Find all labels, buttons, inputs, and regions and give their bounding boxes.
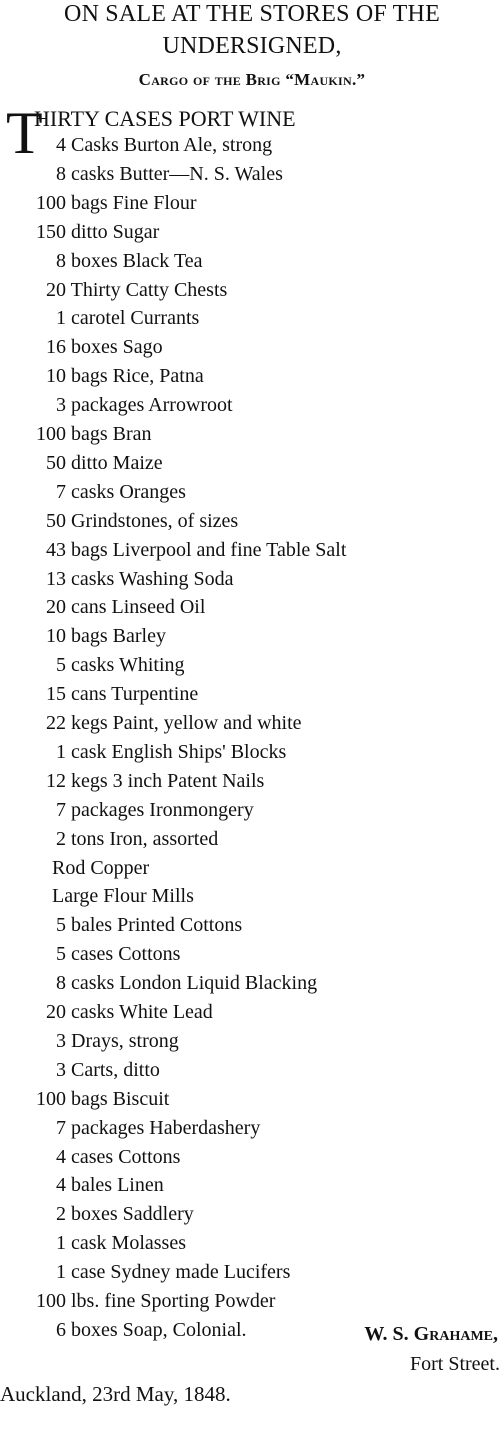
- list-item: 3 packages Arrowroot: [56, 394, 233, 417]
- list-item: 15 cans Turpentine: [46, 683, 199, 706]
- cargo-subheading: Cargo of the Brig “Maukin.”: [138, 70, 366, 89]
- list-item: 2 tons Iron, assorted: [56, 827, 219, 850]
- list-item: 3 Drays, strong: [56, 1029, 179, 1052]
- list-item: 5 bales Printed Cottons: [56, 914, 243, 937]
- list-item: 50 ditto Maize: [46, 451, 163, 474]
- list-item: 4 cases Cottons: [56, 1145, 181, 1168]
- lead-item: HIRTY CASES PORT WINE: [34, 106, 296, 131]
- list-item: 100 bags Biscuit: [36, 1087, 170, 1110]
- list-item: 1 case Sydney made Lucifers: [56, 1261, 291, 1284]
- list-item: 22 kegs Paint, yellow and white: [46, 712, 302, 734]
- signature-name: W. S. Grahame,: [364, 1323, 498, 1345]
- list-item: 8 casks London Liquid Blacking: [56, 972, 318, 995]
- list-item: 8 boxes Black Tea: [56, 249, 203, 272]
- list-item: 20 cans Linseed Oil: [46, 596, 206, 619]
- list-item: 1 cask Molasses: [56, 1232, 186, 1255]
- heading-line-1: ON SALE AT THE STORES OF THE: [64, 1, 440, 27]
- list-item: 43 bags Liverpool and fine Table Salt: [46, 538, 347, 561]
- list-item: 10 bags Barley: [46, 625, 166, 648]
- list-item: 8 casks Butter—N. S. Wales: [56, 162, 283, 185]
- list-item: Large Flour Mills: [52, 885, 194, 908]
- list-item: Rod Copper: [52, 856, 150, 879]
- list-item: 150 ditto Sugar: [36, 220, 160, 243]
- list-item: 16 boxes Sago: [46, 336, 163, 359]
- list-item: 50 Grindstones, of sizes: [46, 509, 239, 532]
- list-item: 12 kegs 3 inch Patent Nails: [46, 769, 265, 792]
- list-item: 6 boxes Soap, Colonial.: [56, 1318, 247, 1341]
- list-item: 4 bales Linen: [56, 1174, 164, 1197]
- heading-line-2: UNDERSIGNED,: [162, 33, 342, 59]
- list-item: 20 Thirty Catty Chests: [46, 278, 228, 301]
- list-item: 5 casks Whiting: [56, 654, 185, 677]
- list-item: 20 casks White Lead: [46, 1001, 213, 1023]
- list-item: 10 bags Rice, Patna: [46, 365, 204, 388]
- list-item: 7 casks Oranges: [56, 480, 186, 503]
- list-item: 1 cask English Ships' Blocks: [56, 740, 287, 763]
- list-item: 100 bags Fine Flour: [36, 191, 197, 214]
- drop-cap: T: [6, 100, 43, 166]
- signature-street: Fort Street.: [410, 1353, 500, 1375]
- list-item: 5 cases Cottons: [56, 943, 181, 966]
- list-item: 3 Carts, ditto: [56, 1058, 160, 1081]
- list-item: 2 boxes Saddlery: [56, 1203, 194, 1226]
- list-item: 7 packages Haberdashery: [56, 1116, 261, 1139]
- list-item: 13 casks Washing Soda: [46, 567, 234, 590]
- list-item: 1 carotel Currants: [56, 307, 200, 330]
- dateline: Auckland, 23rd May, 1848.: [0, 1382, 231, 1406]
- list-item: 100 bags Bran: [36, 423, 152, 445]
- list-item: 7 packages Ironmongery: [56, 798, 254, 821]
- list-item: 4 Casks Burton Ale, strong: [56, 134, 273, 156]
- list-item: 100 lbs. fine Sporting Powder: [36, 1290, 276, 1312]
